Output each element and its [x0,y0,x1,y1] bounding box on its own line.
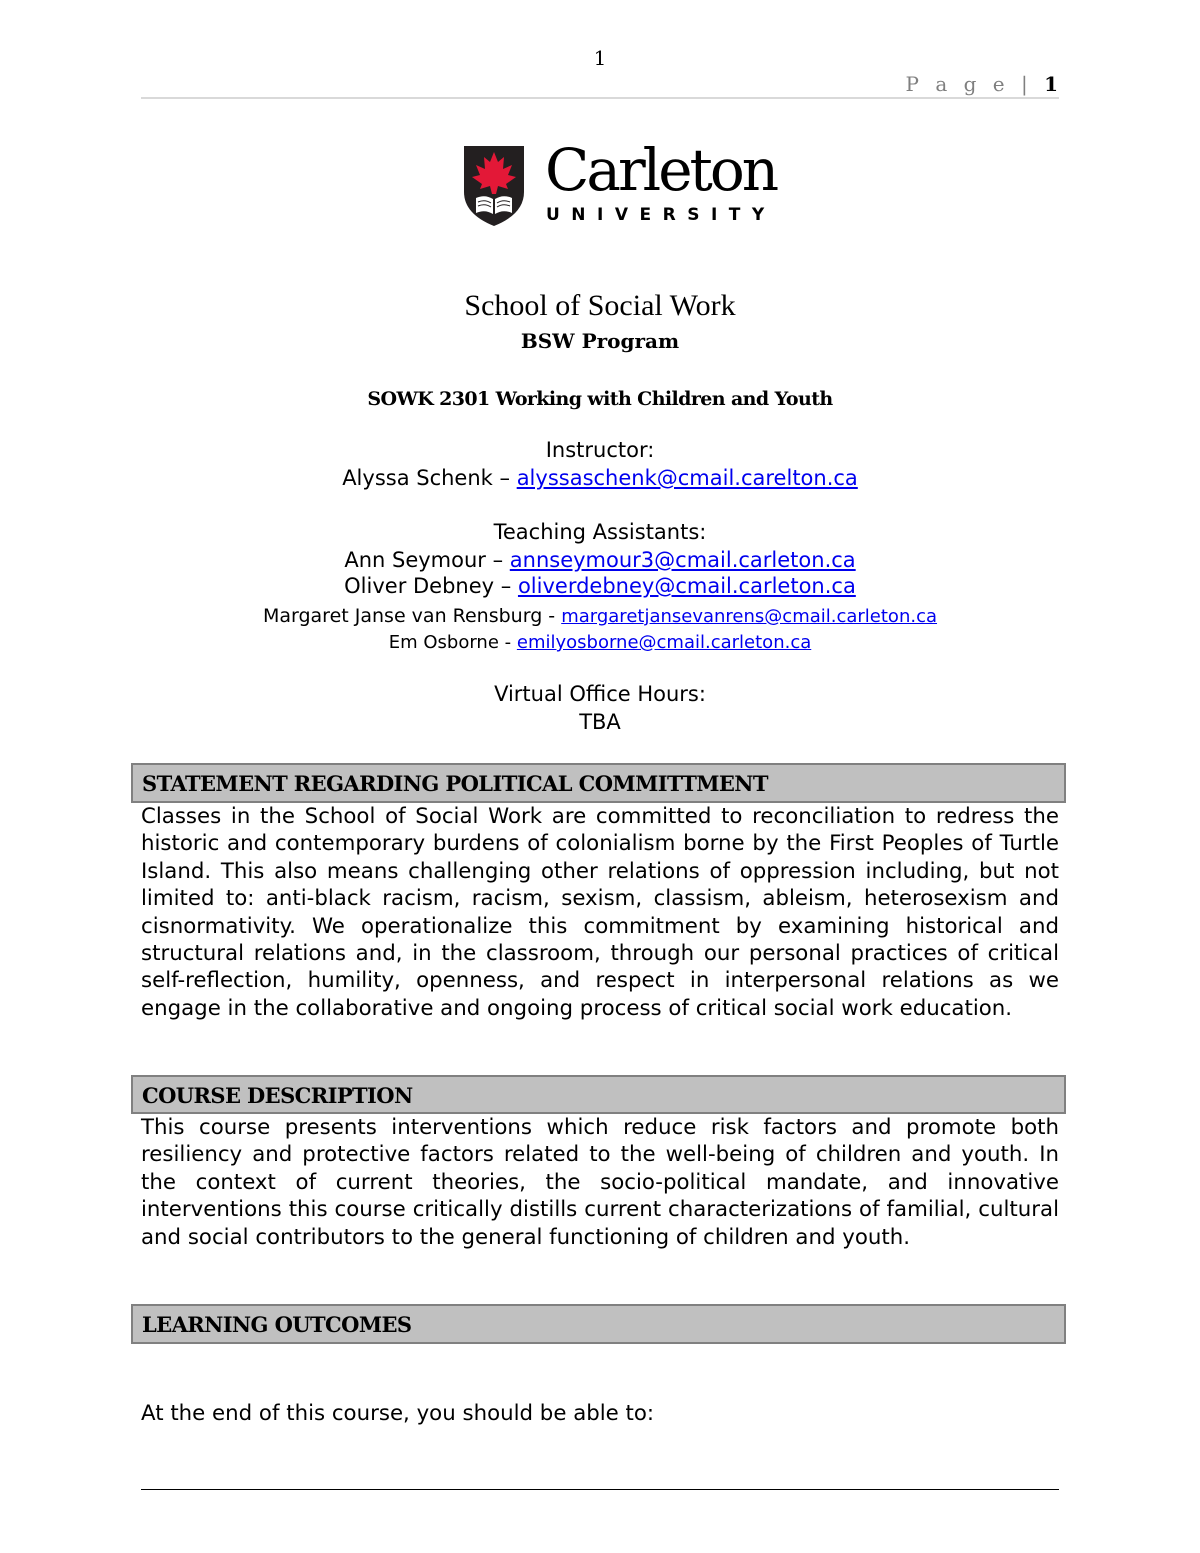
ta-line [0,548,1200,572]
footer-divider [141,1489,1059,1490]
section-heading-outcomes: LEARNING OUTCOMES [131,1304,1066,1344]
course-description-text: This course presents interventions which reduce risk factors and promote both resiliency and protective factors related to the well-being of children and youth. In the context of current theories, the socio-political mandate, and innovative interventions this course critically distills current characterizations of familial, cultural and social contributors to the general functioning of children and youth. [141,1115,1059,1250]
instructor-line [0,466,1200,490]
logo-wordmark: Carleton [545,136,777,204]
ta-email-link[interactable]: emilyosborne@cmail.carleton.ca [516,632,812,653]
ta-name: Ann Seymour [344,548,486,572]
program-title: BSW Program [520,329,680,353]
learning-outcomes-intro: At the end of this course, you should be able to: [141,1401,655,1426]
carleton-shield-logo [462,142,526,232]
instructor-email-link[interactable]: alyssaschenk@cmail.carelton.ca [516,466,858,490]
section-heading-political: STATEMENT REGARDING POLITICAL COMMITTMENT [131,763,1066,803]
course-title: SOWK 2301 Working with Children and Youth [367,388,833,410]
instructor-label: Instructor: [545,438,655,462]
school-title: School of Social Work [464,289,736,322]
ta-label: Teaching Assistants: [493,520,707,544]
instructor-separator: – [492,466,517,490]
ta-separator: – [485,548,510,572]
ta-separator: - [498,632,517,653]
ta-line [0,574,1200,598]
political-statement-text: Classes in the School of Social Work are committed to reconciliation to redress the historic and contemporary burdens of colonialism borne by the First Peoples of Turtle Island. This also means challenging other relations of oppression including, but not limited to: anti-black racism, racism, sexism, classism, ableism, heterosexism and cisnormativity. We operationalize this commitment by examining historical and structural relations and, in the classroom, through our personal practices of critical self-reflection, humility, openness, and respect in interpersonal relations as we engage in the collaborative and ongoing process of critical social work education. [141,804,1059,1021]
page-label: P a g e [905,72,1010,96]
logo-subtitle: UNIVERSITY [546,205,776,225]
ta-name: Em Osborne [388,632,499,653]
page-label-number: 1 [1044,72,1058,96]
page-header-label: P a g e | 1 [905,72,1058,96]
header-divider [141,97,1059,99]
page-number: 1 [593,46,607,70]
ta-separator: – [494,574,518,598]
office-hours-label: Virtual Office Hours: [494,682,706,706]
ta-line [0,632,1200,653]
ta-email-link[interactable]: oliverdebney@cmail.carleton.ca [517,574,856,598]
section-heading-description: COURSE DESCRIPTION [131,1075,1066,1114]
shield-icon [462,142,526,228]
ta-separator: - [542,605,562,627]
ta-name: Oliver Debney [344,574,495,598]
ta-email-link[interactable]: margaretjansevanrens@cmail.carleton.ca [561,606,938,627]
instructor-name: Alyssa Schenk [342,466,493,490]
office-hours-value: TBA [579,710,621,734]
ta-name: Margaret Janse van Rensburg [262,605,543,627]
ta-line [0,605,1200,627]
ta-email-link[interactable]: annseymour3@cmail.carleton.ca [509,548,856,572]
